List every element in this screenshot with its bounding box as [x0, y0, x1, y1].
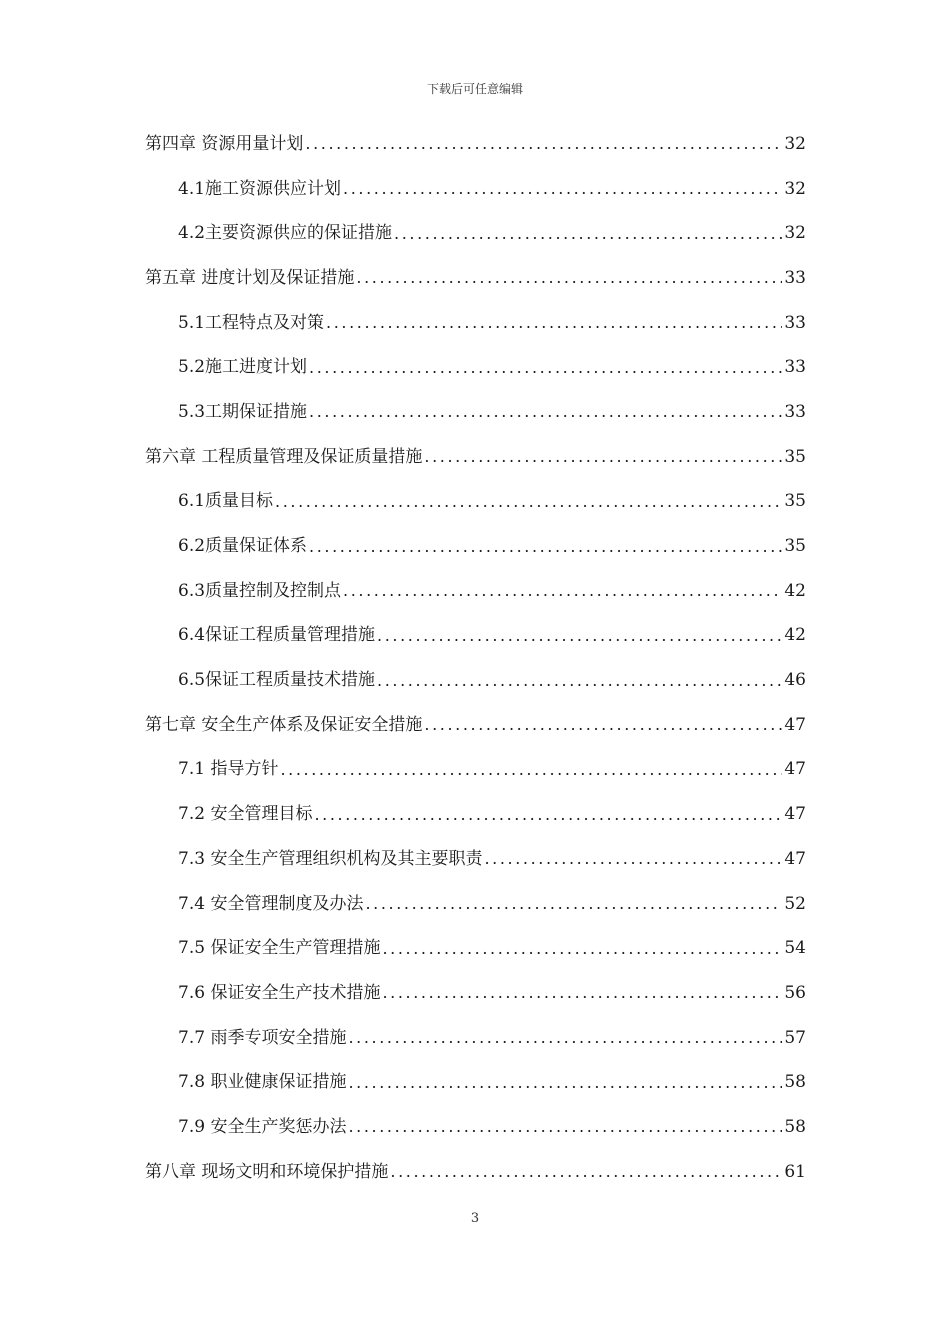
table-of-contents [145, 122, 806, 1195]
toc-section-entry[interactable] [145, 971, 806, 1016]
toc-entry-page: 32 [784, 178, 806, 199]
toc-chapter-entry[interactable] [145, 122, 806, 167]
toc-entry-label: 第五章 进度计划及保证措施 [145, 267, 355, 288]
toc-dot-leader [275, 494, 782, 510]
toc-entry-label: 7.1 指导方针 [178, 759, 279, 780]
toc-entry-label: 6.1质量目标 [178, 491, 274, 512]
toc-entry-page: 42 [784, 625, 806, 646]
toc-entry-page: 35 [784, 446, 806, 467]
toc-entry-page: 47 [784, 804, 806, 825]
toc-section-entry[interactable] [145, 1060, 806, 1105]
toc-section-entry[interactable] [145, 345, 806, 390]
toc-section-entry[interactable] [145, 569, 806, 614]
toc-chapter-entry[interactable] [145, 256, 806, 301]
toc-entry-label: 7.5 保证安全生产管理措施 [178, 938, 381, 959]
toc-chapter-entry[interactable] [145, 435, 806, 480]
toc-entry-page: 56 [784, 982, 806, 1003]
toc-entry-page: 35 [784, 491, 806, 512]
toc-section-entry[interactable] [145, 792, 806, 837]
toc-entry-label: 7.2 安全管理目标 [178, 804, 313, 825]
toc-entry-page: 47 [784, 848, 806, 869]
toc-entry-page: 47 [784, 714, 806, 735]
toc-entry-page: 32 [784, 223, 806, 244]
toc-entry-page: 46 [784, 670, 806, 691]
toc-entry-label: 第四章 资源用量计划 [145, 133, 304, 154]
toc-dot-leader [424, 717, 782, 733]
toc-entry-page: 33 [784, 267, 806, 288]
toc-entry-page: 47 [784, 759, 806, 780]
toc-dot-leader [309, 539, 782, 555]
toc-entry-page: 58 [784, 1072, 806, 1093]
toc-dot-leader [382, 941, 782, 957]
toc-dot-leader [348, 1030, 782, 1046]
toc-entry-label: 第七章 安全生产体系及保证安全措施 [145, 714, 423, 735]
toc-entry-label: 6.5保证工程质量技术措施 [178, 670, 376, 691]
toc-entry-page: 32 [784, 133, 806, 154]
toc-section-entry[interactable] [145, 837, 806, 882]
toc-section-entry[interactable] [145, 748, 806, 793]
toc-dot-leader [356, 270, 782, 286]
toc-entry-label: 7.8 职业健康保证措施 [178, 1072, 347, 1093]
toc-dot-leader [326, 315, 782, 331]
toc-entry-page: 42 [784, 580, 806, 601]
toc-dot-leader [390, 1164, 782, 1180]
toc-dot-leader [382, 985, 782, 1001]
toc-entry-label: 4.1施工资源供应计划 [178, 178, 342, 199]
toc-entry-label: 7.7 雨季专项安全措施 [178, 1027, 347, 1048]
toc-dot-leader [309, 360, 782, 376]
toc-entry-page: 33 [784, 401, 806, 422]
toc-dot-leader [343, 181, 782, 197]
header-note: 下载后可任意编辑 [426, 82, 523, 96]
toc-entry-label: 5.2施工进度计划 [178, 357, 308, 378]
toc-entry-label: 5.1工程特点及对策 [178, 312, 325, 333]
toc-section-entry[interactable] [145, 1016, 806, 1061]
toc-entry-label: 7.3 安全生产管理组织机构及其主要职责 [178, 848, 483, 869]
toc-dot-leader [314, 807, 782, 823]
toc-entry-page: 35 [784, 536, 806, 557]
toc-dot-leader [305, 136, 782, 152]
toc-entry-page: 33 [784, 357, 806, 378]
toc-dot-leader [484, 851, 782, 867]
toc-section-entry[interactable] [145, 211, 806, 256]
toc-dot-leader [377, 673, 782, 689]
toc-entry-page: 33 [784, 312, 806, 333]
toc-dot-leader [348, 1075, 782, 1091]
toc-entry-label: 7.4 安全管理制度及办法 [178, 893, 364, 914]
toc-entry-label: 6.4保证工程质量管理措施 [178, 625, 376, 646]
toc-dot-leader [280, 762, 782, 778]
toc-dot-leader [424, 449, 782, 465]
toc-dot-leader [394, 226, 782, 242]
toc-section-entry[interactable] [145, 1105, 806, 1150]
toc-entry-label: 第六章 工程质量管理及保证质量措施 [145, 446, 423, 467]
toc-entry-page: 52 [784, 893, 806, 914]
toc-section-entry[interactable] [145, 301, 806, 346]
toc-section-entry[interactable] [145, 524, 806, 569]
toc-entry-label: 6.2质量保证体系 [178, 536, 308, 557]
toc-entry-page: 57 [784, 1027, 806, 1048]
toc-chapter-entry[interactable] [145, 703, 806, 748]
toc-section-entry[interactable] [145, 614, 806, 659]
toc-entry-label: 第八章 现场文明和环境保护措施 [145, 1161, 389, 1182]
toc-section-entry[interactable] [145, 167, 806, 212]
toc-entry-label: 4.2主要资源供应的保证措施 [178, 223, 393, 244]
toc-entry-page: 58 [784, 1116, 806, 1137]
toc-entry-label: 5.3工期保证措施 [178, 401, 308, 422]
toc-dot-leader [348, 1119, 782, 1135]
toc-chapter-entry[interactable] [145, 1150, 806, 1195]
page-number: 3 [470, 1211, 480, 1226]
toc-entry-page: 61 [784, 1161, 806, 1182]
toc-section-entry[interactable] [145, 658, 806, 703]
toc-section-entry[interactable] [145, 480, 806, 525]
toc-entry-label: 7.6 保证安全生产技术措施 [178, 982, 381, 1003]
toc-dot-leader [365, 896, 782, 912]
toc-dot-leader [343, 583, 782, 599]
toc-entry-label: 7.9 安全生产奖惩办法 [178, 1116, 347, 1137]
toc-section-entry[interactable] [145, 390, 806, 435]
toc-section-entry[interactable] [145, 926, 806, 971]
toc-dot-leader [377, 628, 782, 644]
toc-dot-leader [309, 404, 782, 420]
toc-entry-page: 54 [784, 938, 806, 959]
toc-section-entry[interactable] [145, 882, 806, 927]
toc-entry-label: 6.3质量控制及控制点 [178, 580, 342, 601]
